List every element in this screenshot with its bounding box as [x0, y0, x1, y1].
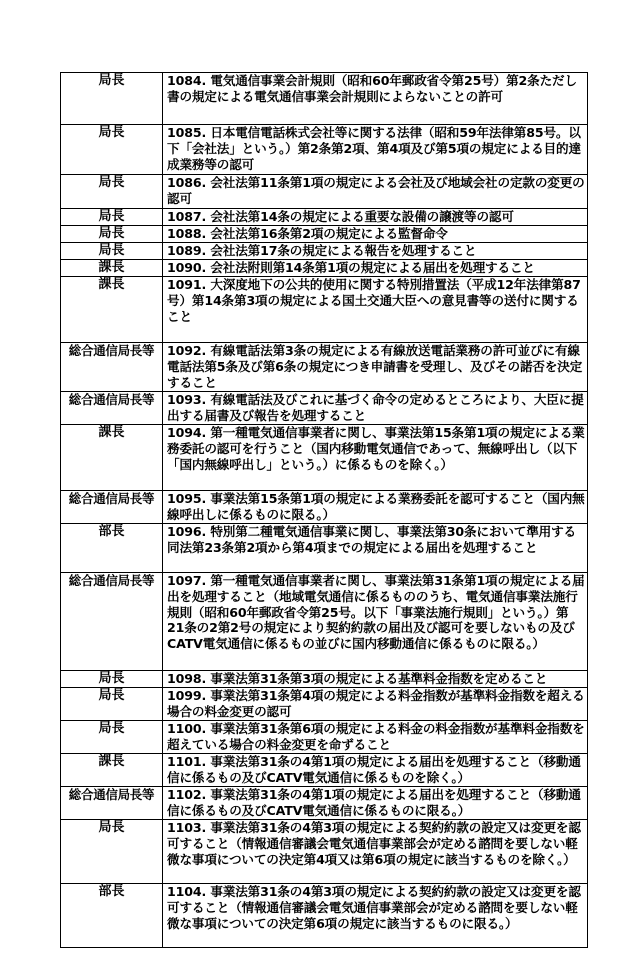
entry-number: 1101.: [167, 753, 207, 769]
table-row: [61, 720, 588, 753]
entry-cell: [163, 819, 588, 883]
entry-text: 会社法第17条の規定による報告を処理すること: [210, 243, 477, 258]
role-cell: 局長: [61, 243, 163, 260]
entry-text: 事業法第31条の4第3項の規定による契約約款の設定又は変更を認可すること（情報通信審議会電気通信事業部会が定める諮問を要しない軽微な事項についての決定第6項の規定に該当するものに限る。）: [167, 883, 581, 931]
entry-text: 第一種電気通信事業者に関し、事業法第15条第1項の規定による業務委託の認可を行うこと（国内移動電気通信であって、無線呼出し（以下「国内無線呼出し」という。）に係るものを除く。）: [167, 424, 585, 472]
entry-text: 事業法第31条第3項の規定による基準料金指数を定めること: [210, 670, 548, 686]
table-row: [61, 523, 588, 572]
table-row: [61, 424, 588, 490]
entry-number: 1098.: [167, 670, 207, 686]
entry-cell: [163, 343, 588, 392]
table-row: [61, 572, 588, 670]
role-cell: 局長: [61, 720, 163, 753]
entry-number: 1093.: [167, 391, 207, 407]
role-cell: 課長: [61, 753, 163, 786]
entry-text: 事業法第31条第6項の規定による料金の料金指数が基準料金指数を超えている場合の料金変更を命ずること: [167, 720, 585, 752]
role-cell: 局長: [61, 687, 163, 720]
entry-number: 1103.: [167, 819, 207, 835]
entry-text: 日本電信電話株式会社等に関する法律（昭和59年法律第85号。以下「会社法」という。）第2条第2項、第4項及び第5項の規定による目的達成業務等の認可: [167, 125, 581, 172]
entry-cell: [163, 391, 588, 424]
table-row: [61, 243, 588, 260]
role-cell: 局長: [61, 125, 163, 175]
entry-text: 事業法第31条第4項の規定による料金指数が基準料金指数を超える場合の料金変更の認可: [167, 687, 585, 719]
role-cell: 局長: [61, 209, 163, 226]
table-row: [61, 209, 588, 226]
entry-text: 特別第二種電気通信事業に関し、事業法第30条において準用する同法第23条第2項から第4項までの規定による届出を処理すること: [167, 523, 576, 555]
entry-text: 会社法附則第14条第1項の規定による届出を処理すること: [210, 260, 535, 275]
table-row: [61, 687, 588, 720]
entry-text: 事業法第15条第1項の規定による業務委託を認可すること（国内無線呼出しに係るものに限る。）: [167, 490, 585, 522]
role-cell: 総合通信局長等: [61, 343, 163, 392]
entry-number: 1091.: [167, 277, 207, 292]
entry-cell: [163, 209, 588, 226]
table-row: [61, 883, 588, 947]
role-cell: 局長: [61, 226, 163, 243]
entry-number: 1089.: [167, 243, 207, 258]
role-cell: 局長: [61, 670, 163, 687]
entry-cell: [163, 883, 588, 947]
table-row: [61, 819, 588, 883]
entry-cell: [163, 277, 588, 343]
table-row: [61, 490, 588, 523]
entry-number: 1087.: [167, 209, 207, 224]
entry-cell: [163, 260, 588, 277]
entry-cell: [163, 73, 588, 125]
table-row: [61, 260, 588, 277]
role-cell: 課長: [61, 277, 163, 343]
entry-number: 1085.: [167, 125, 207, 140]
role-cell: 総合通信局長等: [61, 490, 163, 523]
entry-number: 1092.: [167, 343, 207, 358]
entry-number: 1099.: [167, 687, 207, 703]
entry-cell: [163, 753, 588, 786]
entry-cell: [163, 424, 588, 490]
table-row: [61, 670, 588, 687]
entry-cell: [163, 226, 588, 243]
entry-text: 電気通信事業会計規則（昭和60年郵政省令第25号）第2条ただし書の規定による電気通信事業会計規則によらないことの許可: [167, 73, 577, 104]
entry-number: 1088.: [167, 226, 207, 241]
role-cell: 総合通信局長等: [61, 786, 163, 819]
table-row: [61, 73, 588, 125]
entry-cell: [163, 670, 588, 687]
entry-cell: [163, 523, 588, 572]
entry-number: 1100.: [167, 720, 207, 736]
entry-cell: [163, 572, 588, 670]
entry-number: 1090.: [167, 260, 207, 275]
role-cell: 局長: [61, 175, 163, 209]
entry-cell: [163, 687, 588, 720]
role-cell: 局長: [61, 73, 163, 125]
delegation-table: [60, 72, 588, 948]
entry-number: 1096.: [167, 523, 207, 539]
role-cell: 課長: [61, 260, 163, 277]
entry-text: 会社法第16条第2項の規定による監督命令: [210, 226, 448, 241]
role-cell: 局長: [61, 819, 163, 883]
entry-number: 1086.: [167, 175, 207, 190]
table-row: [61, 175, 588, 209]
entry-text: 有線電話法第3条の規定による有線放送電話業務の許可並びに有線電話法第5条及び第6条の規定につき申請書を受理し、及びその諾否を決定すること: [167, 343, 583, 390]
entry-text: 有線電話法及びこれに基づく命令の定めるところにより、大臣に提出する届書及び報告を処理すること: [167, 391, 584, 423]
entry-text: 事業法第31条の4第3項の規定による契約約款の設定又は変更を認可すること（情報通信審議会電気通信事業部会が定める諮問を要しない軽微な事項についての決定第4項又は第6項の規定に該当するものを除く。）: [167, 819, 581, 867]
entry-number: 1084.: [167, 73, 207, 88]
entry-number: 1104.: [167, 883, 207, 899]
entry-cell: [163, 720, 588, 753]
entry-number: 1102.: [167, 786, 207, 802]
entry-cell: [163, 243, 588, 260]
entry-text: 第一種電気通信事業者に関し、事業法第31条第1項の規定による届出を処理すること（地域電気通信に係るもののうち、電気通信事業法施行規則（昭和60年郵政省令第25号。以下「事業法施行規則」という。）第21条の2第2号の規定により契約約款の届出及び認可を要しないもの及びCATV電気通信に係るもの並びに国内移動通信に係るものに限る。）: [167, 572, 585, 652]
table-row: [61, 277, 588, 343]
entry-cell: [163, 490, 588, 523]
entry-text: 事業法第31条の4第1項の規定による届出を処理すること（移動通信に係るもの及びCATV電気通信に係るものを除く。）: [167, 753, 581, 785]
entry-text: 事業法第31条の4第1項の規定による届出を処理すること（移動通信に係るもの及びCATV電気通信に係るものに限る。）: [167, 786, 581, 818]
entry-number: 1094.: [167, 424, 207, 440]
role-cell: 部長: [61, 523, 163, 572]
table-row: [61, 226, 588, 243]
role-cell: 総合通信局長等: [61, 572, 163, 670]
entry-cell: [163, 175, 588, 209]
table-row: [61, 343, 588, 392]
role-cell: 課長: [61, 424, 163, 490]
entry-text: 大深度地下の公共的使用に関する特別措置法（平成12年法律第87号）第14条第3項の規定による国土交通大臣への意見書等の送付に関すること: [167, 277, 581, 324]
table-row: [61, 391, 588, 424]
table-row: [61, 753, 588, 786]
entry-text: 会社法第14条の規定による重要な設備の譲渡等の認可: [210, 209, 514, 224]
role-cell: 部長: [61, 883, 163, 947]
table-row: [61, 786, 588, 819]
role-cell: 総合通信局長等: [61, 391, 163, 424]
entry-number: 1095.: [167, 490, 207, 506]
table-row: [61, 125, 588, 175]
entry-cell: [163, 125, 588, 175]
entry-number: 1097.: [167, 572, 207, 588]
entry-cell: [163, 786, 588, 819]
entry-text: 会社法第11条第1項の規定による会社及び地域会社の定款の変更の認可: [167, 175, 585, 206]
